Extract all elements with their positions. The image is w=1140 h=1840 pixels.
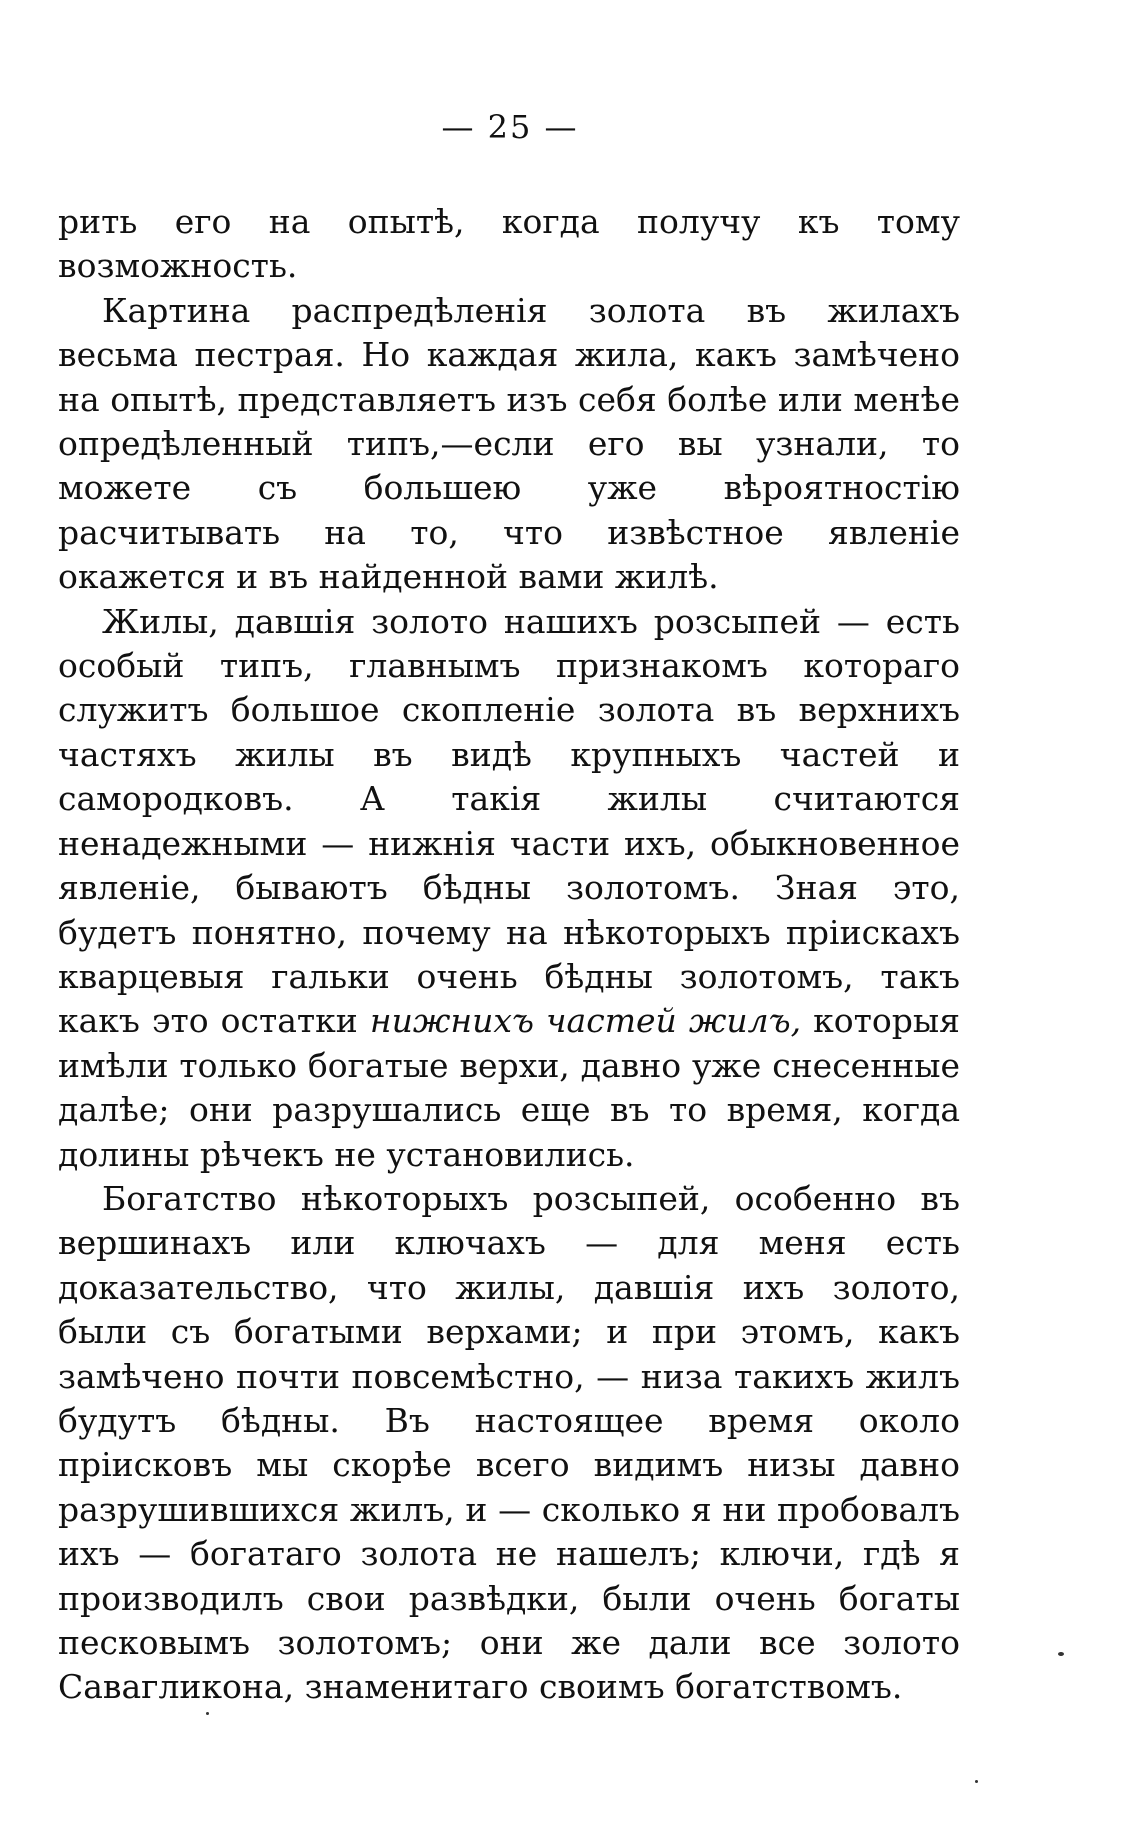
paragraph-3 [58, 600, 960, 1177]
scan-speck [206, 1712, 209, 1715]
paragraph-4: Богатство нѣкоторыхъ розсыпей, особенно въ вершинахъ или ключахъ — для меня есть доказательство, что жилы, давшія ихъ золото, были съ богатыми верхами; и при этомъ, какъ замѣчено почти повсемѣстно, — низа такихъ жилъ будутъ бѣдны. Въ настоящее время около пріисковъ мы скорѣе всего видимъ низы давно разрушившихся жилъ, и — сколько я ни пробовалъ ихъ — богатаго золота не нашелъ; ключи, гдѣ я производилъ свои развѣдки, были очень богаты песковымъ золотомъ; они же дали все золото Савагликона, знаменитаго своимъ богатствомъ. [58, 1178, 960, 1707]
paragraph-3-text-before: Жилы, давшія золото нашихъ розсыпей — есть особый типъ, главнымъ признакомъ котораго служитъ большое скопленіе золота въ верхнихъ частяхъ жилы въ видѣ крупныхъ частей и самородковъ. А такія жилы считаются ненадежными — нижнія части ихъ, обыкновенное явленіе, бываютъ бѣдны золотомъ. Зная это, будетъ понятно, почему на нѣкоторыхъ пріискахъ кварцевыя гальки очень бѣдны золотомъ, такъ какъ это остатки [58, 601, 960, 1041]
page-number: — 25 — [441, 108, 579, 146]
paragraph-1: рить его на опытѣ, когда получу къ тому возможность. [58, 202, 960, 286]
body-text [58, 200, 960, 1710]
scan-speck [1058, 1652, 1064, 1656]
scan-speck [975, 1780, 978, 1783]
paragraph-2: Картина распредѣленія золота въ жилахъ весьма пестрая. Но каждая жила, какъ замѣчено на опытѣ, представляетъ изъ себя болѣе или менѣе опредѣленный типъ,—если его вы узнали, то можете съ большею уже вѣроятностію расчитывать на то, что извѣстное явленіе окажется и въ найденной вами жилѣ. [58, 290, 960, 597]
paragraph-3-italic-phrase: нижнихъ частей жилъ, [369, 1001, 802, 1041]
paragraph-3-text-after: которыя имѣли только богатые верхи, давно уже снесенные далѣе; они разрушались еще въ то время, когда долины рѣчекъ не установились. [58, 1001, 960, 1174]
